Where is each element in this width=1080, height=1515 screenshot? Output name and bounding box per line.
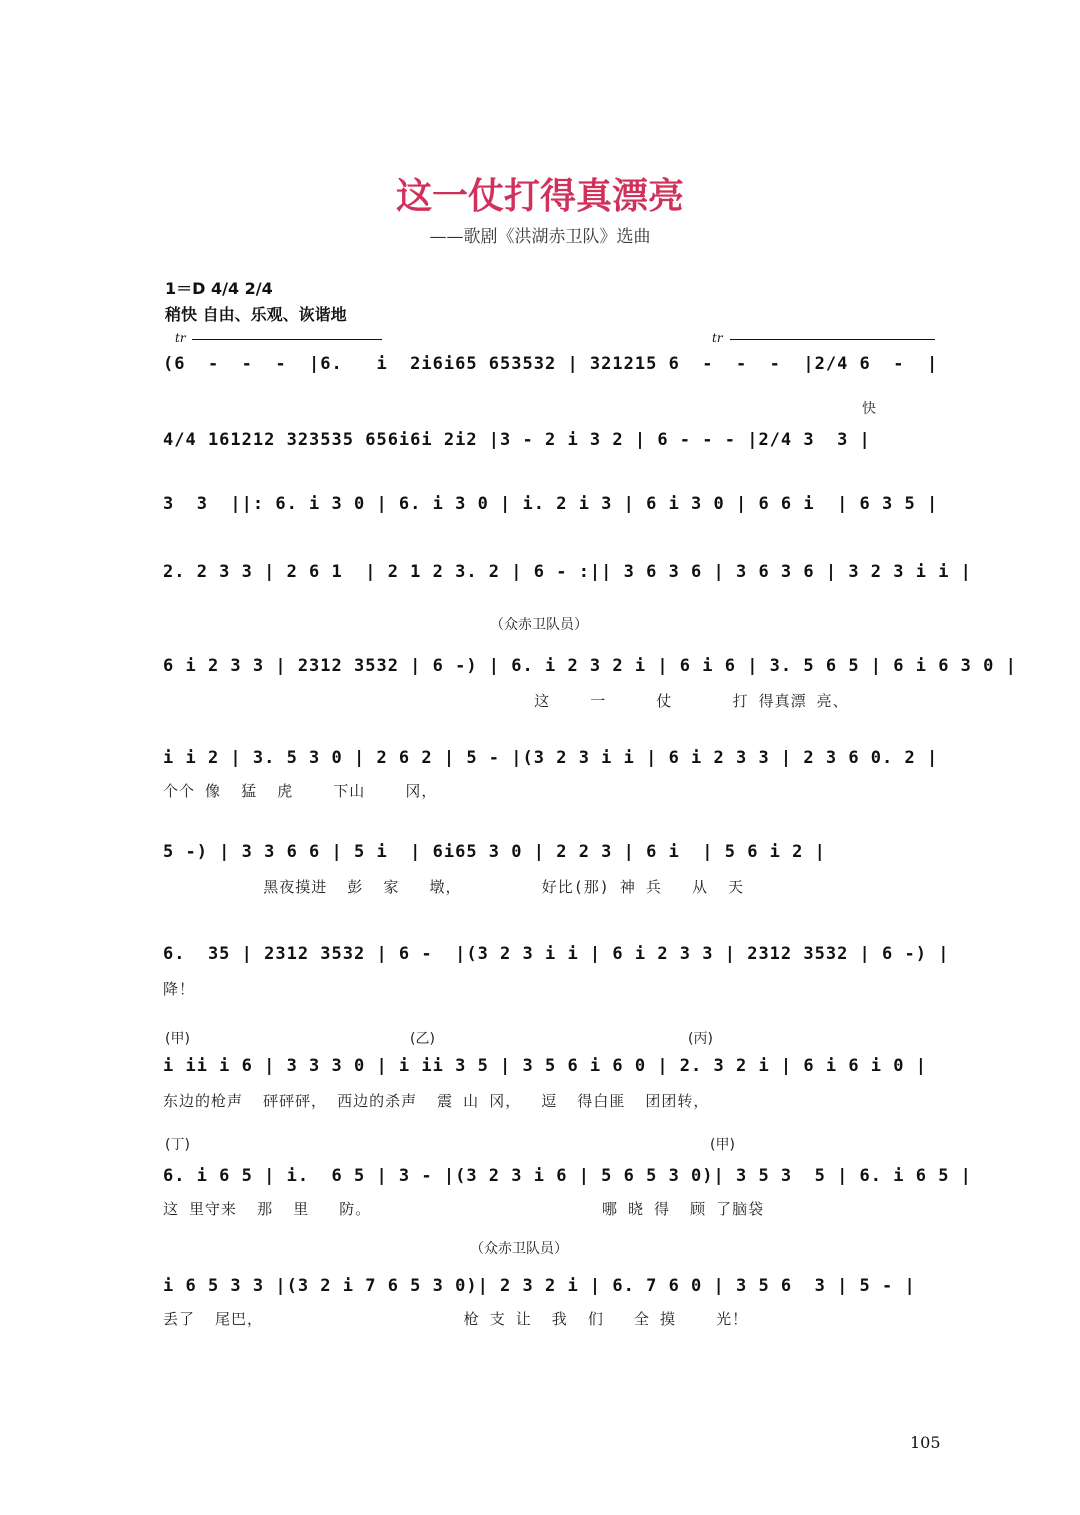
performer-label: （众赤卫队员） — [490, 617, 588, 633]
trill-line — [730, 339, 935, 340]
part-label-bing: (丙) — [688, 1031, 713, 1047]
score-row: 6 i 2 3 3 | 2312 3532 | 6 -) | 6. i 2 3 2 i | 6 i 6 | 3. 5 6 5 | 6 i 6 3 0 | — [163, 656, 1017, 676]
score-row: i 6 5 3 3 |(3 2 i 7 6 5 3 0)| 2 3 2 i | 6. 7 6 0 | 3 5 6 3 | 5 - | — [163, 1276, 916, 1296]
lyrics-row: 东边的枪声 砰砰砰， 西边的杀声 震 山 冈， 逗 得白匪 团团转， — [163, 1092, 710, 1110]
lyrics-row: 丢了 尾巴， 枪 支 让 我 们 全 摸 光！ — [163, 1310, 749, 1328]
song-subtitle: ——歌剧《洪湖赤卫队》选曲 — [429, 227, 651, 247]
lyrics-row: 个个 像 猛 虎 下山 冈， — [163, 782, 438, 800]
trill-mark: tr — [175, 331, 186, 345]
page-number: 105 — [910, 1433, 941, 1452]
score-row: 3 3 ||: 6. i 3 0 | 6. i 3 0 | i. 2 i 3 | 6 i 3 0 | 6 6 i | 6 3 5 | — [163, 494, 939, 514]
lyrics-row: 这 一 仗 打 得真漂 亮、 — [163, 692, 849, 710]
score-row: 6. 35 | 2312 3532 | 6 - |(3 2 3 i i | 6 i 2 3 3 | 2312 3532 | 6 -) | — [163, 944, 950, 964]
key-signature: 1＝D 4/4 2/4 — [165, 279, 273, 298]
lyrics-row: 这 里守来 那 里 防。 哪 晓 得 顾 了脑袋 — [163, 1200, 765, 1218]
tempo-marking: 稍快 自由、乐观、诙谐地 — [165, 305, 347, 324]
lyrics-row: 降！ — [163, 980, 196, 998]
part-label-jia: (甲) — [165, 1031, 190, 1047]
trill-line — [192, 339, 382, 340]
performer-label: （众赤卫队员） — [470, 1241, 568, 1257]
score-row: i i 2 | 3. 5 3 0 | 2 6 2 | 5 - |(3 2 3 i i | 6 i 2 3 3 | 2 3 6 0. 2 | — [163, 748, 939, 768]
song-title: 这一仗打得真漂亮 — [395, 175, 684, 217]
part-label-yi: (乙) — [410, 1031, 435, 1047]
score-row: 4/4 161212 323535 656i6i 2i2 |3 - 2 i 3 2 | 6 - - - |2/4 3 3 | — [163, 430, 871, 450]
part-label-ding: (丁) — [165, 1137, 190, 1153]
score-row: 2. 2 3 3 | 2 6 1 | 2 1 2 3. 2 | 6 - :|| 3 6 3 6 | 3 6 3 6 | 3 2 3 i i | — [163, 562, 972, 582]
trill-mark: tr — [712, 331, 723, 345]
score-row: (6 - - - |6. i 2i6i65 653532 | 321215 6 - - - |2/4 6 - | — [163, 354, 939, 374]
score-row: i ii i 6 | 3 3 3 0 | i ii 3 5 | 3 5 6 i 6 0 | 2. 3 2 i | 6 i 6 i 0 | — [163, 1056, 927, 1076]
part-label-jia: (甲) — [710, 1137, 735, 1153]
lyrics-row: 黑夜摸进 彭 家 墩， 好比(那) 神 兵 从 天 — [163, 878, 745, 896]
tempo-fast-mark: 快 — [862, 401, 876, 417]
score-row: 6. i 6 5 | i. 6 5 | 3 - |(3 2 3 i 6 | 5 6 5 3 0)| 3 5 3 5 | 6. i 6 5 | — [163, 1166, 972, 1186]
score-row: 5 -) | 3 3 6 6 | 5 i | 6i65 3 0 | 2 2 3 | 6 i | 5 6 i 2 | — [163, 842, 826, 862]
